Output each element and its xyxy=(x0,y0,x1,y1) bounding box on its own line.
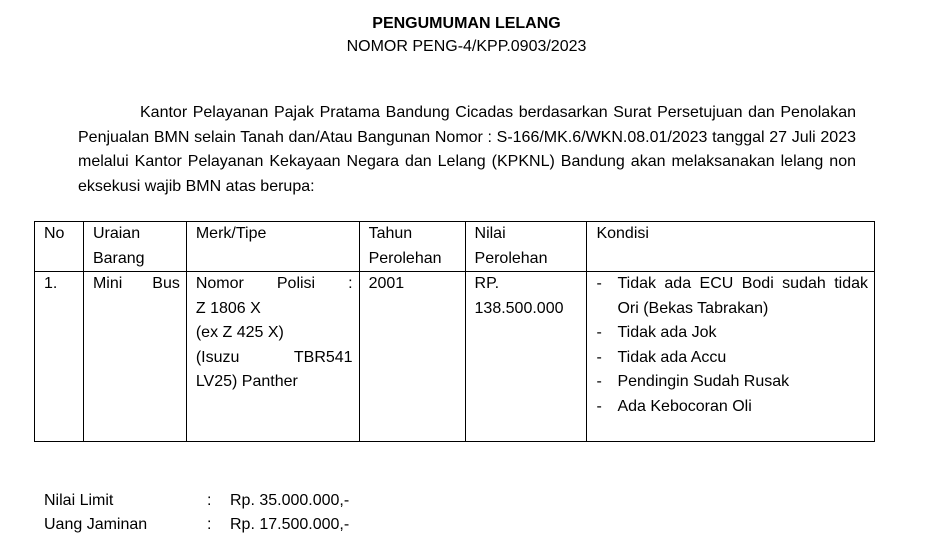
cell-nilai-perolehan xyxy=(465,272,587,442)
nilai-limit-value: Rp. 35.000.000,- xyxy=(230,492,350,509)
nilai-line: 138.500.000 xyxy=(474,299,564,317)
uang-jaminan-value: Rp. 17.500.000,- xyxy=(230,516,350,533)
list-item: - Pendingin Sudah Rusak xyxy=(596,370,868,395)
cell-tahun-perolehan: 2001 xyxy=(359,272,465,442)
merk-line: Nomor Polisi : xyxy=(195,275,353,292)
cell-kondisi xyxy=(587,272,875,442)
kondisi-list xyxy=(596,272,868,419)
uang-jaminan-label: Uang Jaminan xyxy=(44,516,148,533)
document-number: NOMOR PENG-4/KPP.0903/2023 xyxy=(346,38,587,55)
merk-line: (ex Z 425 X) xyxy=(195,324,284,341)
header-tahun-perolehan: Tahun Perolehan xyxy=(359,222,465,272)
cell-uraian-barang xyxy=(83,272,186,442)
nilai-limit-label: Nilai Limit xyxy=(44,492,114,509)
table-header-row xyxy=(35,222,875,272)
header-nilai-perolehan: Nilai Perolehan xyxy=(465,222,587,272)
header-kondisi: Kondisi xyxy=(587,222,875,272)
header-uraian-barang: Uraian Barang xyxy=(83,222,186,272)
header-no: No xyxy=(35,222,84,272)
uang-jaminan-colon: : xyxy=(207,516,212,533)
nilai-limit-colon: : xyxy=(207,492,212,509)
list-item: - Tidak ada Jok xyxy=(596,321,868,346)
table-row xyxy=(35,272,875,442)
header-merk-tipe: Merk/Tipe xyxy=(186,222,359,272)
nilai-line: RP. xyxy=(474,275,500,292)
merk-line: (Isuzu TBR541 xyxy=(195,348,353,366)
auction-items-table xyxy=(34,221,875,442)
cell-merk-tipe xyxy=(186,272,359,442)
cell-no: 1. xyxy=(35,272,84,442)
merk-line: Z 1806 X xyxy=(195,299,261,317)
list-item: - Tidak ada ECU Bodi sudah tidak Ori (Bekas Tabrakan) xyxy=(596,272,868,321)
uraian-text: Mini Bus xyxy=(92,275,180,292)
list-item: - Tidak ada Accu xyxy=(596,346,868,371)
intro-paragraph: Kantor Pelayanan Pajak Pratama Bandung Cicadas berdasarkan Surat Persetujuan dan Penolakan Penjualan BMN selain Tanah dan/Atau Bangunan Nomor : S-166/MK.6/WKN.08.01/2023 tanggal 27 Juli 2023 melalui Kantor Pelayanan Kekayaan Negara dan Lelang (KPKNL) Bandung akan melaksanakan lelang non eksekusi wajib BMN atas berupa: xyxy=(78,104,856,195)
list-item: - Ada Kebocoran Oli xyxy=(596,395,868,420)
merk-line: LV25) Panther xyxy=(195,373,298,390)
document-title: PENGUMUMAN LELANG xyxy=(372,15,561,32)
